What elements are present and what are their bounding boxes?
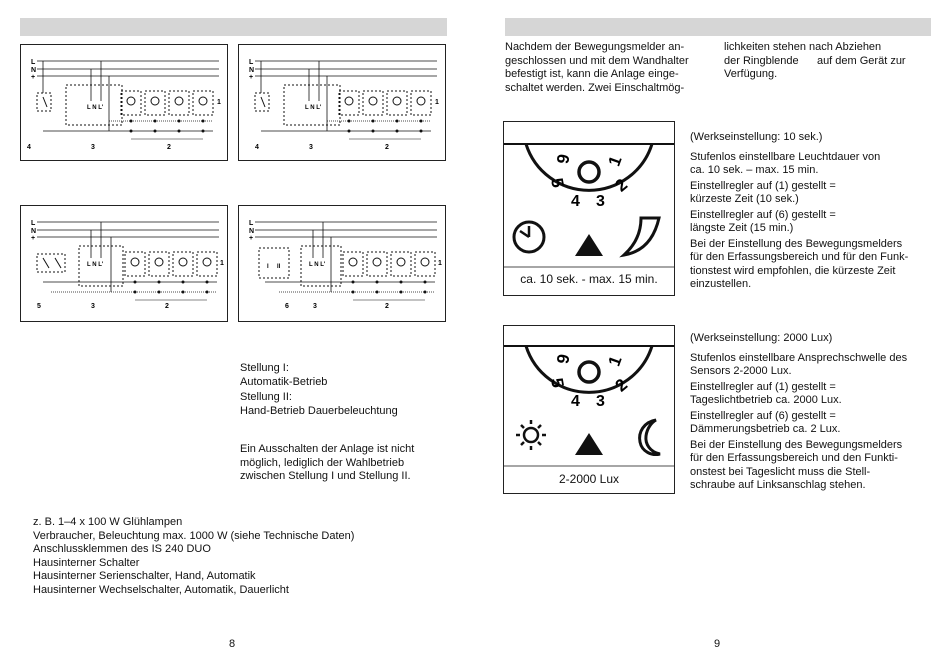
right-header-bar	[505, 18, 931, 36]
lux-p2	[690, 381, 935, 408]
time-p1	[690, 151, 935, 178]
time-dial-label: ca. 10 sek. - max. 15 min.	[520, 272, 658, 286]
left-header-bar	[20, 18, 447, 36]
lux-p3	[690, 410, 935, 437]
line: Bei der Einstellung des Bewegungsmelders	[690, 237, 903, 250]
werkseinstellung-time: (Werkseinstellung: 10 sek.)	[690, 131, 823, 143]
label-plus: +	[31, 74, 36, 81]
label-N: N	[31, 67, 37, 74]
ref-c: 2	[385, 144, 389, 151]
stellung-1-desc: Automatik-Betrieb	[240, 375, 328, 388]
ref-b: 3	[91, 303, 95, 310]
legend-item: Hausinterner Serienschalter, Hand, Automatik	[33, 570, 256, 582]
switch-II: II	[277, 264, 281, 270]
line: Tageslichtbetrieb ca. 2000 Lux.	[690, 394, 842, 406]
label-L: L	[249, 59, 254, 66]
wiring-diagram-1	[20, 44, 228, 161]
ausschalten-note	[240, 443, 450, 484]
intro-col-1	[505, 41, 720, 95]
wiring-diagram-4	[238, 205, 446, 322]
terminal-label: L N L'	[309, 262, 326, 268]
dial-digit-1: 1	[604, 353, 626, 369]
moon-icon	[640, 420, 660, 455]
dial-digit-4: 4	[571, 193, 580, 210]
ref-d: 1	[217, 99, 221, 106]
lux-p1	[690, 352, 935, 379]
wiring-diagram-2	[238, 44, 446, 161]
lux-dial-figure	[503, 325, 675, 494]
ausschalten-line: möglich, lediglich der Wahlbetrieb	[240, 456, 405, 469]
dial-digit-6: 6	[552, 352, 573, 366]
line: tionstest wird empfohlen, die kürzeste Zeit	[690, 264, 896, 277]
stellung-block	[240, 362, 450, 418]
stellung-1-title: Stellung I:	[240, 362, 289, 374]
line: Bei der Einstellung des Bewegungsmelders	[690, 438, 903, 451]
line: Einstellregler auf (6) gestellt =	[690, 208, 836, 221]
line: Einstellregler auf (1) gestellt =	[690, 179, 836, 192]
line: einzustellen.	[690, 278, 752, 290]
page-number-left: 8	[229, 638, 236, 650]
lux-dial-label: 2-2000 Lux	[558, 472, 620, 486]
line: längste Zeit (15 min.)	[690, 222, 794, 234]
intro-line: befestigt ist, kann die Anlage einge-	[505, 68, 679, 80]
stellung-2-title: Stellung II:	[240, 391, 292, 403]
ref-b: 3	[91, 144, 95, 151]
intro-line: der Ringblende auf dem Gerät zur	[724, 54, 906, 67]
legend-item: Anschlussklemmen des IS 240 DUO	[33, 543, 211, 555]
line: Stufenlos einstellbare Ansprechschwelle des	[690, 351, 908, 364]
time-p3	[690, 209, 935, 236]
terminal-label: L N L'	[305, 105, 322, 111]
line: ca. 10 sek. – max. 15 min.	[690, 164, 819, 176]
legend-item: z. B. 1–4 x 100 W Glühlampen	[33, 516, 183, 528]
dial-digit-4: 4	[571, 393, 580, 410]
label-N: N	[31, 228, 37, 235]
dial-digit-1: 1	[604, 153, 626, 169]
ref-b: 3	[313, 303, 317, 310]
page-number-right: 9	[714, 638, 721, 650]
label-L: L	[31, 59, 36, 66]
ausschalten-line: zwischen Stellung I und Stellung II.	[240, 470, 411, 482]
terminal-label: L N L'	[87, 262, 104, 268]
line: onstest bei Tageslicht muss die Stell-	[690, 465, 871, 478]
ref-d: 1	[435, 99, 439, 106]
werkseinstellung-lux: (Werkseinstellung: 2000 Lux)	[690, 332, 833, 344]
dial-digit-3: 3	[596, 193, 605, 210]
label-plus: +	[31, 235, 36, 242]
intro-line: schaltet werden. Zwei Einschaltmög-	[505, 81, 685, 94]
terminal-label: L N L'	[87, 105, 104, 111]
intro-line: Verfügung.	[724, 68, 778, 80]
ref-a: 4	[255, 144, 259, 151]
line: schraube auf Linksanschlag stehen.	[690, 479, 866, 491]
dial-digit-5: 5	[547, 176, 568, 190]
dial-digit-2: 2	[611, 174, 632, 196]
wiring-diagram-3	[20, 205, 228, 322]
label-plus: +	[249, 235, 254, 242]
legend-list	[33, 516, 433, 597]
stellung-2-desc: Hand-Betrieb Dauerbeleuchtung	[240, 404, 398, 417]
time-dial-figure	[503, 121, 675, 296]
intro-col-2	[724, 41, 934, 82]
line: Stufenlos einstellbare Leuchtdauer von	[690, 150, 881, 163]
label-N: N	[249, 67, 255, 74]
dial-digit-3: 3	[596, 393, 605, 410]
ref-c: 2	[167, 144, 171, 151]
lux-description	[690, 332, 935, 495]
line: für den Erfassungsbereich und für den Funk-	[690, 251, 909, 263]
ausschalten-line: Ein Ausschalten der Anlage ist nicht	[240, 443, 415, 455]
line: Dämmerungsbetrieb ca. 2 Lux.	[690, 423, 841, 435]
time-p4	[690, 238, 935, 292]
dial-digit-5: 5	[547, 376, 568, 390]
switch-I: I	[267, 264, 269, 270]
label-plus: +	[249, 74, 254, 81]
line: für den Erfassungsbereich und den Funkti-	[690, 452, 898, 464]
label-L: L	[31, 220, 36, 227]
ref-d: 1	[220, 260, 224, 267]
clock-icon	[514, 222, 544, 252]
time-p2	[690, 180, 935, 207]
ref-b: 3	[309, 144, 313, 151]
ref-a: 6	[285, 303, 289, 310]
dial-digit-2: 2	[611, 374, 632, 396]
time-description	[690, 131, 935, 294]
legend-item: Hausinterner Wechselschalter, Automatik, Dauerlicht	[33, 583, 289, 596]
line: Einstellregler auf (1) gestellt =	[690, 380, 836, 393]
label-N: N	[249, 228, 255, 235]
intro-line: lichkeiten stehen nach Abziehen	[724, 41, 882, 53]
ref-a: 5	[37, 303, 41, 310]
line: Einstellregler auf (6) gestellt =	[690, 409, 836, 422]
intro-line: Nachdem der Bewegungsmelder an-	[505, 41, 685, 53]
legend-item: Hausinterner Schalter	[33, 556, 140, 569]
line: kürzeste Zeit (10 sek.)	[690, 193, 799, 205]
dial-digit-6: 6	[552, 152, 573, 166]
intro-line: geschlossen und mit dem Wandhalter	[505, 54, 689, 67]
moon-crescent-icon	[624, 218, 659, 255]
lux-p4	[690, 439, 935, 493]
ref-c: 2	[165, 303, 169, 310]
sun-icon	[516, 420, 546, 450]
legend-item: Verbraucher, Beleuchtung max. 1000 W (siehe Technische Daten)	[33, 529, 355, 542]
line: Sensors 2-2000 Lux.	[690, 365, 792, 377]
ref-c: 2	[385, 303, 389, 310]
ref-a: 4	[27, 144, 31, 151]
ref-d: 1	[438, 260, 442, 267]
label-L: L	[249, 220, 254, 227]
